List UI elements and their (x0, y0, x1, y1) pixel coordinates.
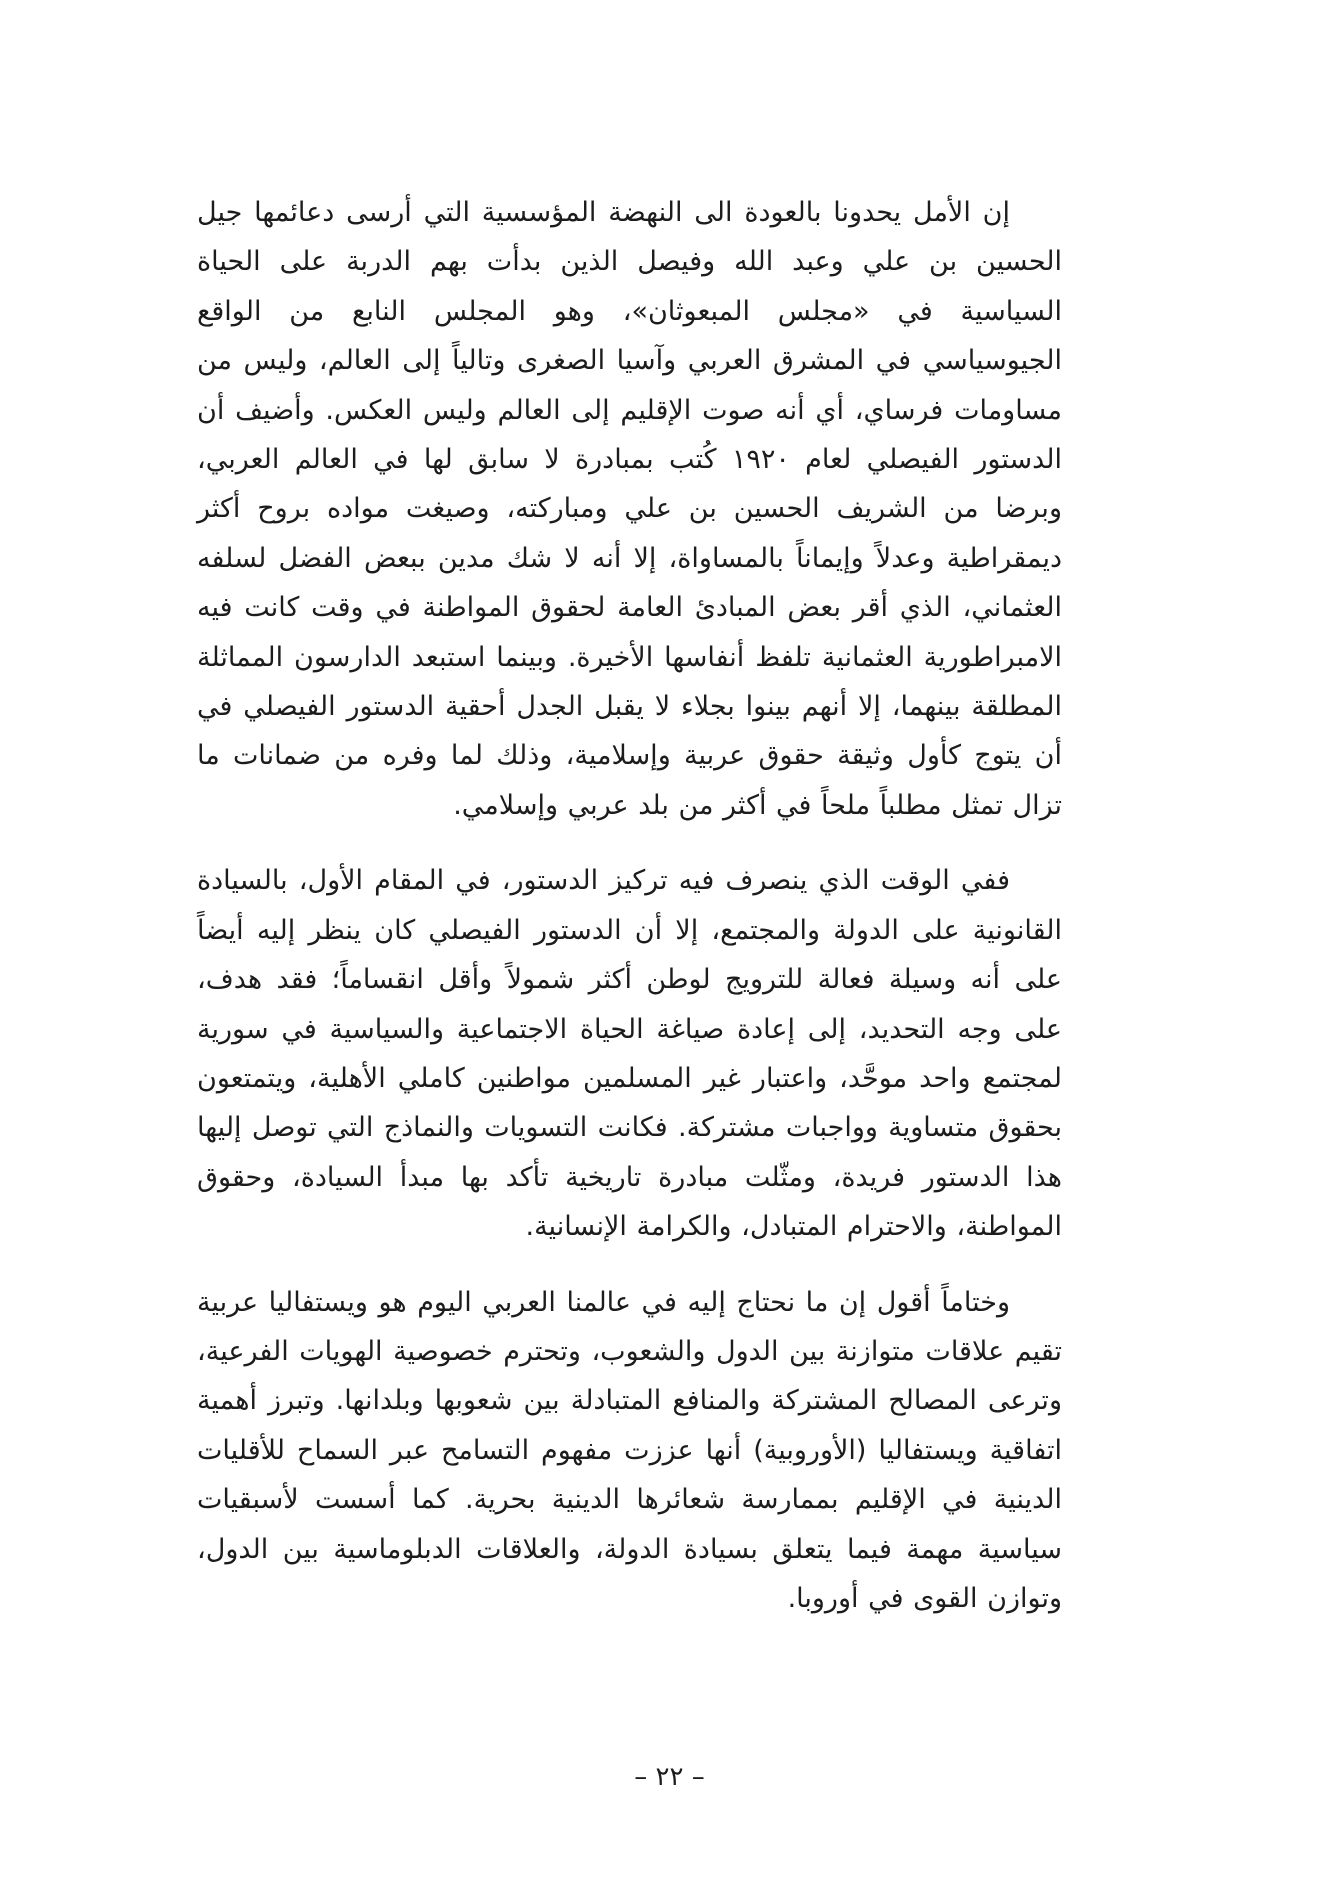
paragraph-2: ففي الوقت الذي ينصرف فيه تركيز الدستور، في المقام الأول، بالسيادة القانونية على الدولة والمجتمع، إلا أن الدستور الفيصلي كان ينظر إليه أيضاً على أنه وسيلة فعالة للترويج لوطن أكثر شمولاً وأقل انقساماً؛ فقد هدف، على وجه التحديد، إلى إعادة صياغة الحياة الاجتماعية والسياسية في سورية لمجتمع واحد موحَّد، واعتبار غير المسلمين مواطنين كاملي الأهلية، ويتمتعون بحقوق متساوية وواجبات مشتركة. فكانت التسويات والنماذج التي توصل إليها هذا الدستور فريدة، ومثّلت مبادرة تاريخية تأكد بها مبدأ السيادة، وحقوق المواطنة، والاحترام المتبادل، والكرامة الإنسانية. (197, 865, 1062, 1243)
body-text (197, 188, 1062, 1649)
paragraph-1: إن الأمل يحدونا بالعودة الى النهضة المؤسسية التي أرسى دعائمها جيل الحسين بن علي وعبد الله وفيصل الذين بدأت بهم الدربة على الحياة السياسية في «مجلس المبعوثان»، وهو المجلس النابع من الواقع الجيوسياسي في المشرق العربي وآسيا الصغرى وتالياً إلى العالم، وليس من مساومات فرساي، أي أنه صوت الإقليم إلى العالم وليس العكس. وأضيف أن الدستور الفيصلي لعام ١٩٢٠ كُتب بمبادرة لا سابق لها في العالم العربي، وبرضا من الشريف الحسين بن علي ومباركته، وصيغت مواده بروح أكثر ديمقراطية وعدلاً وإيماناً بالمساواة، إلا أنه لا شك مدين ببعض الفضل لسلفه العثماني، الذي أقر بعض المبادئ العامة لحقوق المواطنة في وقت كانت فيه الامبراطورية العثمانية تلفظ أنفاسها الأخيرة. وبينما استبعد الدارسون المماثلة المطلقة بينهما، إلا أنهم بينوا بجلاء لا يقبل الجدل أحقية الدستور الفيصلي في أن يتوج كأول وثيقة حقوق عربية وإسلامية، وذلك لما وفره من ضمانات ما تزال تمثل مطلباً ملحاً في أكثر من بلد عربي وإسلامي. (197, 197, 1063, 821)
page-number: – ٢٢ – (634, 1762, 705, 1792)
paragraph-3: وختاماً أقول إن ما نحتاج إليه في عالمنا العربي اليوم هو ويستفاليا عربية تقيم علاقات متوازنة بين الدول والشعوب، وتحترم خصوصية الهويات الفرعية، وترعى المصالح المشتركة والمنافع المتبادلة بين شعوبها وبلدانها. وتبرز أهمية اتفاقية ويستفاليا (الأوروبية) أنها عززت مفهوم التسامح عبر السماح للأقليات الدينية في الإقليم بممارسة شعائرها الدينية بحرية. كما أسست لأسبقيات سياسية مهمة فيما يتعلق بسيادة الدولة، والعلاقات الدبلوماسية بين الدول، وتوازن القوى في أوروبا. (197, 1286, 1062, 1614)
